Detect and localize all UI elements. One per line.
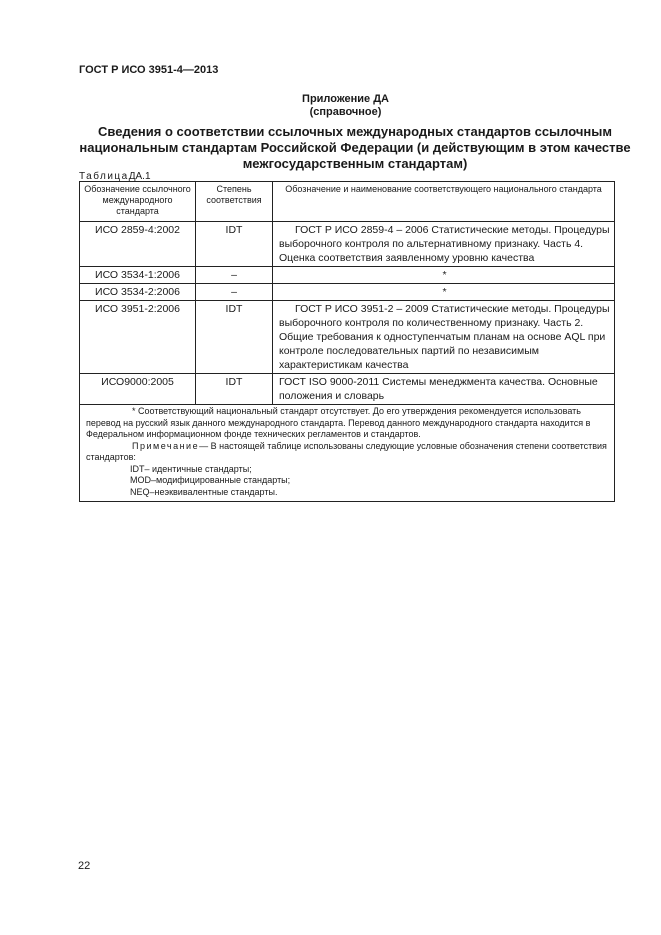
note [86, 441, 608, 464]
page-number: 22 [78, 860, 91, 872]
section-title: Сведения о соответствии ссылочных международных стандартов ссылочным национальным стандартам Российской Федерации (и действующим в этом качестве межгосударственным стандартам) [79, 124, 631, 171]
footnote: * Соответствующий национальный стандарт отсутствует. До его утверждения рекомендуется использовать перевод на русский язык данного международного стандарта. Перевод данного международного стандарта находится в Федеральном информационном фонде технических регламентов и стандартов. [86, 406, 591, 439]
national-cell: * [273, 267, 615, 284]
national-cell [273, 301, 615, 374]
ref-cell: ИСО 3951-2:2006 [80, 301, 196, 374]
note-item: MOD–модифицированные стандарты; [130, 475, 291, 485]
national-cell: * [273, 284, 615, 301]
ref-cell: ИСО 3534-2:2006 [80, 284, 196, 301]
degree-cell: IDT [196, 374, 273, 405]
table-row [80, 374, 615, 405]
header-degree: Степень соответствия [196, 182, 273, 222]
table-row [80, 267, 615, 284]
annex-subtitle: (справочное) [309, 106, 382, 118]
table-row [80, 284, 615, 301]
standards-table [79, 181, 615, 502]
table-caption-word: Таблица [79, 171, 129, 182]
degree-cell: IDT [196, 222, 273, 267]
degree-cell: – [196, 267, 273, 284]
note-item: IDT– идентичные стандарты; [130, 463, 252, 474]
document-code: ГОСТ Р ИСО 3951-4—2013 [79, 64, 219, 76]
header-national-standard: Обозначение и наименование соответствующего национального стандарта [273, 182, 615, 222]
table-row [80, 222, 615, 267]
table-caption-number: ДА.1 [128, 171, 151, 182]
degree-cell: – [196, 284, 273, 301]
note-text: — В настоящей таблице использованы следующие условные обозначения степени соответствия стандартов: [86, 440, 607, 462]
national-cell: ГОСТ ISO 9000-2011 Системы менеджмента качества. Основные положения и словарь [273, 374, 615, 405]
header-ref-standard: Обозначение ссылочного международного стандарта [80, 182, 196, 222]
annex-heading [0, 93, 661, 119]
table-row [80, 301, 615, 374]
notes-cell [80, 405, 615, 502]
degree-cell: IDT [196, 301, 273, 374]
ref-cell: ИСО9000:2005 [80, 374, 196, 405]
notes-row [80, 405, 615, 502]
note-label: Примечание [132, 440, 200, 451]
note-item: NEQ–неэквивалентные стандарты. [130, 486, 278, 497]
ref-cell: ИСО 3534-1:2006 [80, 267, 196, 284]
ref-cell: ИСО 2859-4:2002 [80, 222, 196, 267]
annex-title: Приложение ДА [302, 93, 389, 105]
table-header-row [80, 182, 615, 222]
national-text: ГОСТ Р ИСО 2859-4 – 2006 Статистические методы. Процедуры выборочного контроля по альтернативному признаку. Часть 4. Оценка соответствия заявленному уровню качества [279, 224, 610, 264]
national-text: ГОСТ Р ИСО 3951-2 – 2009 Статистические методы. Процедуры выборочного контроля по количественному признаку. Часть 2. Общие требования к одноступенчатым планам на основе AQL при контроле последовательных партий по независимым характеристикам качества [279, 303, 610, 371]
national-cell [273, 222, 615, 267]
